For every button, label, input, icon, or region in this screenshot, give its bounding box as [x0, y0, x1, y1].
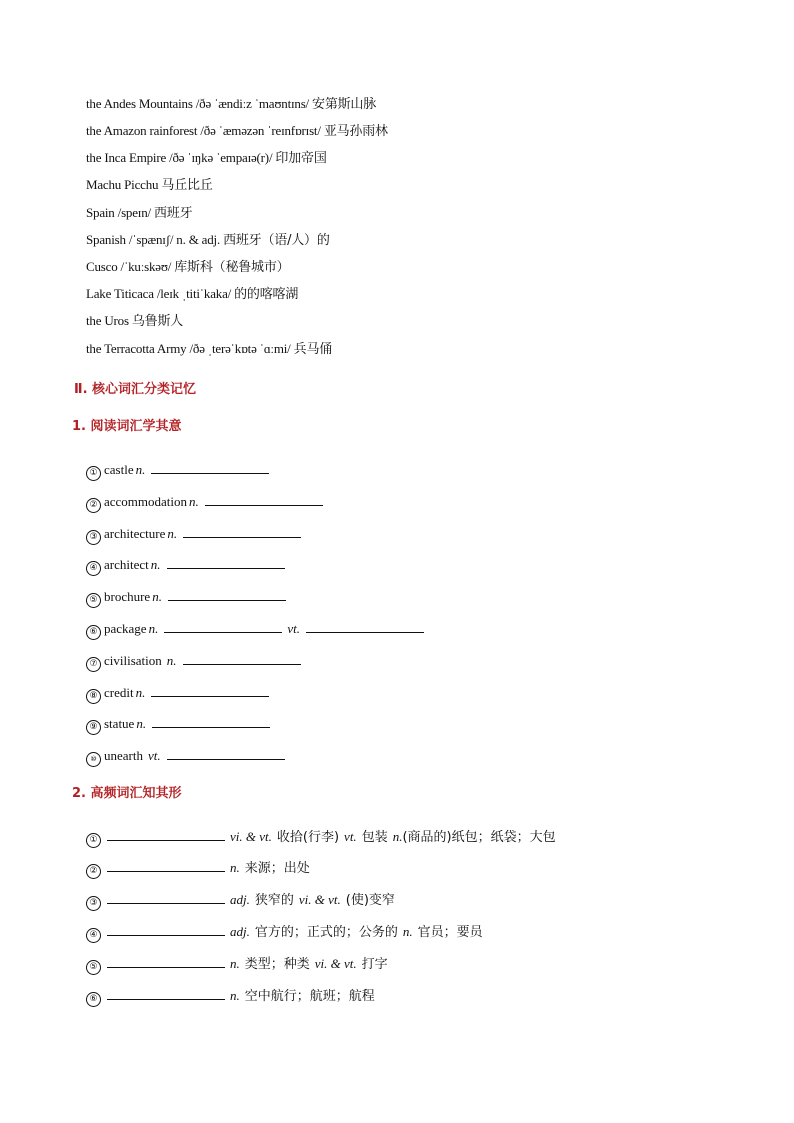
vocab-word: unearth [104, 748, 143, 763]
part-of-speech: n. [148, 621, 159, 636]
name-english: the Uros [86, 313, 129, 328]
name-entry [86, 204, 192, 223]
answer-blank[interactable] [107, 827, 225, 841]
answer-blank[interactable] [151, 460, 269, 474]
part2-title: 2. 高频词汇知其形 [72, 786, 182, 801]
item-number: ⑦ [86, 657, 101, 672]
item-number: ④ [86, 561, 101, 576]
answer-blank[interactable] [167, 746, 285, 760]
vocab-word: package [104, 621, 147, 636]
meaning: 打字 [361, 957, 388, 972]
part-of-speech: vt. [147, 748, 161, 763]
part-of-speech: n. [402, 924, 413, 939]
part-of-speech: adj. [230, 892, 250, 907]
meaning: (商品的)纸包；纸袋；大包 [402, 830, 556, 845]
name-english: the Terracotta Army /ðə ˌterəˈkɒtə ˈɑːmi/ [86, 341, 291, 356]
answer-blank[interactable] [168, 587, 286, 601]
vocab-item [86, 492, 323, 512]
name-entry [86, 258, 289, 277]
section-title: Ⅱ. 核心词汇分类记忆 [74, 382, 197, 397]
meaning: 官员；要员 [417, 925, 483, 940]
vocab-item [86, 746, 285, 766]
vocab-item [86, 524, 301, 544]
part-of-speech: n. [167, 526, 178, 541]
name-chinese: 安第斯山脉 [312, 97, 377, 112]
part-of-speech: n. [150, 557, 161, 572]
vocab-item [86, 587, 286, 607]
name-english: Machu Picchu [86, 177, 159, 192]
answer-blank[interactable] [152, 714, 270, 728]
meaning: 收拾(行李) [276, 830, 340, 845]
item-number: ⑥ [86, 992, 101, 1007]
item-number: ① [86, 833, 101, 848]
part-of-speech: n. [189, 494, 199, 509]
item-number: ① [86, 466, 101, 481]
name-english: Cusco /ˈkuːskəʊ/ [86, 259, 172, 274]
vocab-item [86, 714, 270, 734]
name-chinese: 马丘比丘 [161, 178, 213, 193]
meaning: 狭窄的 [254, 893, 294, 908]
answer-blank[interactable] [183, 651, 301, 665]
name-chinese: 乌鲁斯人 [131, 314, 184, 329]
vocab-item [86, 922, 483, 942]
part-of-speech: vi. & vt. [298, 892, 341, 907]
answer-blank[interactable] [306, 619, 424, 633]
item-number: ⑨ [86, 720, 101, 735]
name-chinese: 亚马孙雨林 [323, 124, 388, 139]
name-chinese: 的的喀喀湖 [234, 287, 299, 302]
answer-blank[interactable] [107, 890, 225, 904]
meaning: 来源；出处 [244, 861, 310, 876]
answer-blank[interactable] [107, 954, 225, 968]
item-number: ④ [86, 928, 101, 943]
part-of-speech: n. [392, 829, 403, 844]
item-number: ⑤ [86, 960, 101, 975]
part-of-speech: adj. [230, 924, 250, 939]
name-english: the Inca Empire /ðə ˈɪŋkə ˈempaɪə(r)/ [86, 150, 273, 165]
vocab-word: credit [104, 685, 134, 700]
vocab-item [86, 651, 301, 671]
name-english: the Andes Mountains /ðə ˈændiːz ˈmaʊntɪns/ [86, 96, 309, 111]
part-of-speech: n. [152, 589, 162, 604]
vocab-item [86, 683, 269, 703]
vocab-word: statue [104, 716, 135, 731]
item-number: ⑩ [86, 752, 101, 767]
answer-blank[interactable] [167, 555, 285, 569]
name-entry [86, 176, 213, 195]
vocab-item [86, 858, 310, 878]
part-of-speech: vt. [344, 829, 357, 844]
name-chinese: 西班牙 [154, 206, 193, 221]
answer-blank[interactable] [107, 986, 225, 1000]
item-number: ③ [86, 530, 101, 545]
meaning: (使)变窄 [345, 893, 395, 908]
name-entry [86, 340, 332, 359]
name-entry [86, 149, 327, 168]
part-of-speech: n. [230, 956, 240, 971]
item-number: ⑥ [86, 625, 101, 640]
part-of-speech: n. [230, 860, 240, 875]
vocab-word: castle [104, 462, 134, 477]
name-english: the Amazon rainforest /ðə ˈæməzən ˈreɪnfɒrɪst/ [86, 123, 321, 138]
part-of-speech: n. [230, 988, 240, 1003]
vocab-item [86, 986, 375, 1006]
answer-blank[interactable] [183, 524, 301, 538]
name-entry [86, 285, 298, 304]
part-of-speech: n. [135, 462, 146, 477]
vocab-item [86, 827, 556, 847]
name-chinese: 兵马俑 [293, 342, 333, 357]
item-number: ② [86, 498, 101, 513]
item-number: ⑤ [86, 593, 101, 608]
vocab-item [86, 555, 285, 575]
name-entry [86, 312, 183, 331]
meaning: 类型；种类 [244, 957, 310, 972]
meaning: 官方的；正式的；公务的 [254, 925, 398, 940]
name-entry [86, 231, 330, 250]
vocab-word: civilisation [104, 653, 162, 668]
name-chinese: 西班牙（语/人）的 [223, 233, 330, 248]
part-of-speech: vi. & vt. [314, 956, 357, 971]
meaning: 包装 [361, 830, 388, 845]
name-english: Lake Titicaca /leɪk ˌtitiˈkaka/ [86, 286, 232, 301]
answer-blank[interactable] [164, 619, 282, 633]
part-of-speech: n. [136, 716, 147, 731]
vocab-word: accommodation [104, 494, 188, 509]
vocab-item [86, 954, 388, 974]
vocab-word: brochure [104, 589, 151, 604]
name-entry [86, 95, 376, 114]
vocab-item [86, 460, 269, 480]
answer-blank[interactable] [107, 922, 225, 936]
meaning: 空中航行；航班；航程 [244, 989, 375, 1004]
answer-blank[interactable] [107, 858, 225, 872]
vocab-word: architect [104, 557, 149, 572]
item-number: ② [86, 864, 101, 879]
part1-title: 1. 阅读词汇学其意 [72, 419, 182, 434]
name-entry [86, 122, 388, 141]
vocab-word: architecture [104, 526, 166, 541]
answer-blank[interactable] [151, 683, 269, 697]
part-of-speech: vi. & vt. [230, 829, 272, 844]
name-chinese: 库斯科（秘鲁城市） [174, 260, 290, 275]
part-of-speech: n. [135, 685, 146, 700]
item-number: ③ [86, 896, 101, 911]
name-english: Spain /speɪn/ [86, 205, 151, 220]
name-english: Spanish /ˈspænɪʃ/ n. & adj. [86, 232, 220, 247]
name-chinese: 印加帝国 [275, 151, 327, 166]
vocab-item [86, 890, 395, 910]
item-number: ⑧ [86, 689, 101, 704]
vocab-item [86, 619, 424, 639]
part-of-speech: n. [166, 653, 177, 668]
part-of-speech: vt. [287, 621, 300, 636]
answer-blank[interactable] [205, 492, 323, 506]
